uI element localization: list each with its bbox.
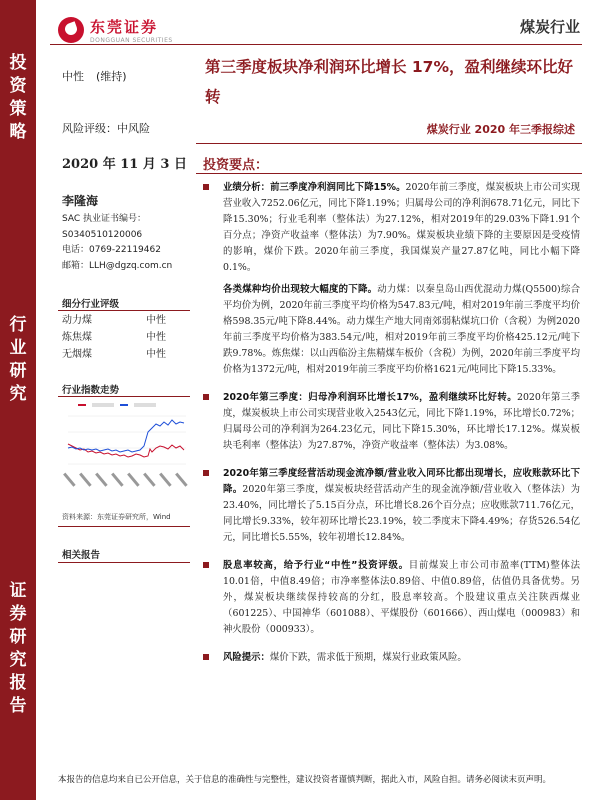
chart-legend (78, 403, 156, 407)
bullet-lead: 各类煤种均价出现较大幅度的下降。 (223, 284, 378, 295)
bullet-body: 目前煤炭上市公司市盈率(TTM)整体法10.01倍，中值8.49倍；市净率整体法0.89倍、中值0.89倍，估值仍具备优势。另外，煤炭板块继续保持较高的分红，股息率较高。个股建议重点关注陕西煤业（601225）、中国神华（601088）、平煤股份（601666）、西山煤电（000983）和神火股份（000933）。 (223, 560, 580, 635)
brand-name-en: DONGGUAN SECURITIES (90, 37, 173, 44)
index-trend-chart (58, 402, 190, 502)
rating-label: 中性 (62, 70, 84, 83)
chart-xaxis-labels (63, 473, 188, 487)
sub-industry-divider (58, 310, 190, 311)
sidebar-label-industry: 行业研究 (9, 315, 27, 404)
index-chart-divider (58, 396, 190, 397)
table-row (62, 346, 190, 363)
subtitle-divider (196, 143, 582, 144)
bullet-marker-icon (203, 470, 209, 476)
sub-industry-name: 无烟煤 (62, 349, 92, 360)
bullet-performance (200, 180, 580, 378)
brand-name: 东莞证券 (90, 18, 159, 36)
bullet-body: 2020年前三季度，煤炭板块上市公司实现营业收入7252.06亿元，同比下降1.19%；归属母公司的净利润678.71亿元，同比下降15.30%；行业毛利率（整体法）为27.12%，相对2019年的29.03%下降1.91个百分点；净资产收益率（整体法）为7.90%。煤炭板块业绩下降的主要原因是受疫情的影响，煤价下跌。2020年前三季度，我国煤炭产量27.87亿吨，同比小幅下降0.1%。 (223, 182, 580, 273)
brand-logo (58, 14, 173, 46)
analyst-license-no: S0340510120006 (62, 229, 143, 240)
rating-status: (维持) (96, 70, 127, 83)
analyst-name: 李隆海 (62, 194, 99, 208)
legend-swatch-2 (120, 404, 128, 406)
bullet-risk (200, 650, 580, 666)
analyst-phone: 电话：0769-22119462 (62, 245, 161, 255)
chart-source: 资料来源：东莞证券研究所，Wind (62, 513, 171, 521)
sub-industry-rating: 中性 (146, 349, 166, 360)
related-reports-title: 相关报告 (62, 550, 101, 561)
legend-label-1 (92, 403, 114, 407)
bullet-marker-icon (203, 562, 209, 568)
bullet-body: 2020年第三季度，煤炭板块经营活动产生的现金流净额/营业收入（整体法）为23.40%，同比增长了5.15百分点，环比增长8.26个百分点；应收账款711.76亿元，同比增长9.33%，较年初环比增长23.19%，较二季度末下降4.49%；存货526.54亿元，同比增长5.55%，较年初增长12.84%。 (223, 484, 580, 543)
disclaimer: 本报告的信息均来自已公开信息，关于信息的准确性与完整性，建议投资者谨慎判断，据此入市，风险自担。请务必阅读末页声明。 (58, 775, 552, 785)
bullet-cashflow (200, 466, 580, 546)
brand-logo-icon (58, 17, 84, 43)
risk-rating: 风险评级：中风险 (62, 122, 150, 135)
bullet-marker-icon (203, 394, 209, 400)
key-points-title: 投资要点： (203, 158, 269, 173)
analyst-info (62, 192, 192, 274)
sidebar-label-research: 证券研究报告 (9, 581, 27, 716)
header-divider (50, 44, 582, 45)
legend-label-2 (134, 403, 156, 407)
related-divider (58, 562, 190, 563)
analyst-license-label: SAC 执业证书编号： (62, 214, 147, 224)
key-points-divider (196, 173, 582, 174)
chart-bottom-divider (58, 526, 190, 527)
sidebar-label-strategy: 投资策略 (9, 53, 27, 142)
sub-industry-rating: 中性 (146, 315, 166, 326)
table-row (62, 329, 190, 346)
bullet-marker-icon (203, 184, 209, 190)
bullet-lead: 2020年第三季度：归母净利润环比增长17%，盈利继续环比好转。 (223, 392, 517, 403)
bullet-lead: 业绩分析：前三季度净利润同比下降15%。 (223, 182, 406, 193)
sub-industry-table (62, 312, 190, 363)
bullet-lead: 2020年第三季度经营活动现金流净额/营业收入同环比都出现增长，应收账款环比下降。 (223, 468, 580, 495)
bullet-rating (200, 558, 580, 638)
series-index-line (68, 420, 184, 452)
bullet-marker-icon (203, 654, 209, 660)
table-row (62, 312, 190, 329)
left-sidebar (0, 0, 36, 800)
rating (62, 68, 127, 84)
sub-industry-rating: 中性 (146, 332, 166, 343)
report-title: 第三季度板块净利润环比增长 17%，盈利继续环比好转 (205, 58, 573, 106)
analyst-email[interactable]: 邮箱：LLH@dgzq.com.cn (62, 260, 173, 271)
bullet-lead: 股息率较高，给予行业“中性”投资评级。 (223, 560, 409, 571)
bullet-body: 动力煤：以秦皇岛山西优混动力煤(Q5500)综合平均价为例，2020年前三季度平均价格为547.83元/吨，相对2019年前三季度平均价格598.35元/吨下降8.44%。动力煤生产地大同南郊弱粘煤坑口价（含税）为例2020年前三季度平均价格为383.54元/吨，相对2019年前三季度平均价格425.12元/吨下跌9.78%。炼焦煤：以山西临汾主焦精煤车板价（含税）为例，2020年前三季度平均价格为1372元/吨，相对2019年前三季度平均价格1621元/吨同比下降15.33%。 (223, 284, 580, 375)
legend-swatch-1 (78, 404, 86, 406)
bullet-body: 2020年第三季度，煤炭板块上市公司实现营业收入2543亿元，同比下降1.19%，环比增长0.72%；归属母公司的净利润为264.23亿元，同比下降15.30%，环比增长17.12%。煤炭板块毛利率（整体法）为27.87%，净资产收益率（整体法）为3.08%。 (223, 392, 581, 451)
report-date: 2020 年 11 月 3 日 (62, 157, 187, 172)
sub-industry-title: 细分行业评级 (62, 299, 120, 310)
sub-industry-name: 炼焦煤 (62, 332, 92, 343)
bullet-lead: 风险提示： (223, 652, 270, 663)
key-points-content (200, 180, 580, 672)
bullet-q3 (200, 390, 580, 454)
industry-tag: 煤炭行业 (519, 18, 580, 36)
bullet-body: 煤价下跌，需求低于预期，煤炭行业政策风险。 (269, 652, 467, 663)
sub-industry-name: 动力煤 (62, 315, 92, 326)
report-subtitle: 煤炭行业 2020 年三季报综述 (426, 123, 575, 136)
index-chart-title: 行业指数走势 (62, 385, 120, 396)
